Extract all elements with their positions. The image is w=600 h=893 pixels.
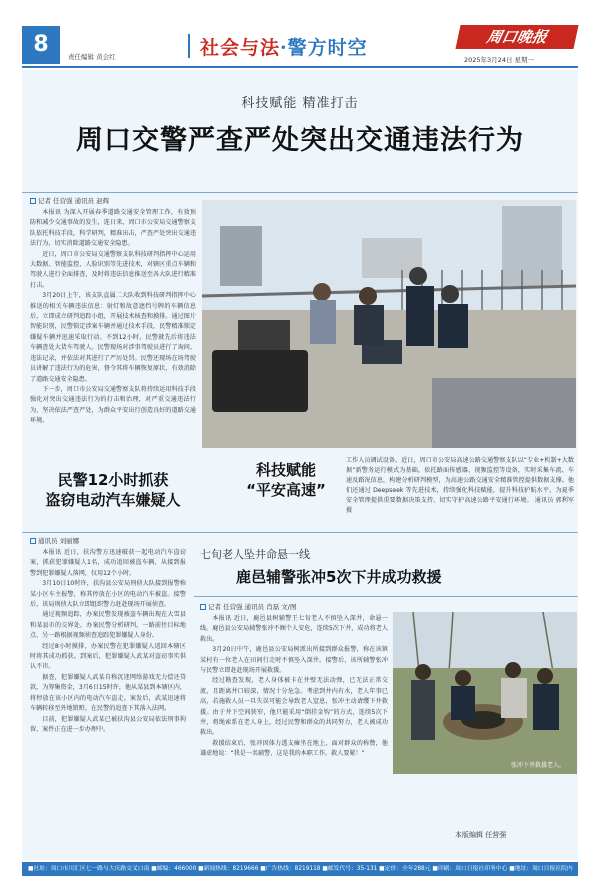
story2-byline <box>30 536 79 545</box>
story3-kicker: 七旬老人坠井命悬一线 <box>200 548 310 561</box>
story2-body <box>30 548 186 856</box>
photo-credit-1: 通讯员 郭利军 摄 <box>346 497 574 514</box>
main-paragraph: 近日，周口市公安局交通警察支队科技研判指挥中心运用大数据、智能监控、人脸识别等先进技术，对辖区重点车辆和驾驶人进行全面排查，及时将违法信息推送至各大队进行精准打击。 <box>30 250 196 289</box>
photo-caption-2: 张冲下井救援老人。 <box>511 762 566 769</box>
byline-box-icon <box>30 538 36 544</box>
story3-body <box>200 614 388 822</box>
main-kicker: 科技赋能 精准打击 <box>241 96 359 111</box>
story2-paragraph: 据查，犯罪嫌疑人武某自称沉迷网络游戏无力偿还贷款，为筹集资金，3月6日15时许，他从某县到本辖区内，将停放在该小区内的电动汽车盗走。案发后，武某迅速将车辆转移至外地销赃，在民警的追查下其落入法网。 <box>30 673 186 713</box>
story2-paragraph: 3月10日10时许，扶沟县公安局刑侦大队接到报警称某小区车主报警，称其停放在小区的电动汽车被盗。接警后，该局刑侦大队立即组织警力赶赴现场开展侦查。 <box>30 580 186 609</box>
main-paragraph: 本报讯 为深入开展春季道路交通安全管理工作，有效预防和减少交通事故的发生，连日来，周口市公安局交通警察支队依托科技手段，科学研判，精准出击，严查严处突出交通违法行为，切实消除道路交通安全隐患。 <box>30 209 196 248</box>
photo-well-rescue-illustration <box>393 612 577 774</box>
photo-police-tech <box>202 200 576 448</box>
main-byline-text: 记者 任营强 通讯员 赵辉 <box>38 197 110 205</box>
story3-paragraph: 救援结束后，张冲因体力透支瘫坐在地上，面对群众的称赞，他谦虚地说：“我是一名辅警，这是我的本职工作，救人要紧！” <box>200 739 388 758</box>
section-title-sep: · <box>280 37 288 59</box>
header-rule <box>22 66 578 68</box>
story3-byline-text: 记者 任营强 通讯员 肖磊 文/图 <box>208 603 297 611</box>
section-title-right: 警方时空 <box>287 37 368 59</box>
section-divider <box>188 34 190 58</box>
story3-byline <box>200 602 296 611</box>
side-headline-line2: “平安高速” <box>246 481 326 499</box>
main-headline: 周口交警严查严处突出交通违法行为 <box>76 125 524 156</box>
photo-caption-1-text: 工作人员调试设备。近日，周口市公安局高速公路交通警察支队以“专业+机制+大数据”新警务运行模式为基础，依托路面传感器、视频监控等设备，实时采集车流、车速及路况信息，构建分析研判模型，为高速公路交通安全精准管控提供数据支撑。他们还通过 Deepseek 等先进技术，持续强化科技赋能，提升科技护航水平，为夏季安全管理提供重要数据决策支持，切实守护高速公路平安通行环境。 <box>346 457 574 504</box>
main-body <box>30 208 196 500</box>
main-paragraph: 3月20日上午，该支队直属二大队收到科技研判指挥中心推送的相关车辆违法信息：射灯和故意遮挡号牌的车辆信息后，立即成立研判追踪小组，开展技术核查和摸排。通过图片智能识别，民警锁定涉案车辆并通过技术手段，民警精准锁定嫌疑车辆并迅速采取行动。不到12小时，民警就先后将违法车辆查处大货车驾驶人。民警现场对涉事驾驶员进行了询问、违法记录，并依法对其进行了严厉处罚。民警还现场在场驾驶员讲解了违法行为的危害，督令其将车辆恢复原状，有效消除了道路交通安全隐患。 <box>30 292 196 383</box>
story3-paragraph: 3月20日中午，鹿邑县公安局树派出所接到群众报警，称在该镇某村有一位老人在田间行走时不慎坠入深井。接警后，该所辅警张冲与民警立即赶赴现场开展救援。 <box>200 646 388 675</box>
story3-rule <box>194 596 578 597</box>
story3-paragraph: 本报讯 近日，鹿邑县树辅警王七旬老人不慎坠入深井，命悬一线。鹿邑县公安局辅警张冲不顾个人安危，连续5次下井，成功将老人救出。 <box>200 615 388 643</box>
page-header <box>0 0 600 68</box>
side-headline-line1: 科技赋能 <box>255 461 316 479</box>
photo-police-tech-illustration <box>202 200 576 448</box>
page-editor-signoff: 本版编辑 任营强 <box>455 831 507 839</box>
story3-headline: 鹿邑辅警张冲5次下井成功救援 <box>236 568 442 586</box>
editor-credit: 责任编辑 黄会红 <box>68 53 116 61</box>
byline-box-icon <box>200 604 206 610</box>
story2-paragraph: 目前，犯罪嫌疑人武某已被扶沟县公安局依法刑事拘留，案件正在进一步办理中。 <box>30 715 186 733</box>
side-headline <box>236 460 336 500</box>
story2-headline <box>30 470 196 510</box>
photo-well-rescue <box>393 612 577 774</box>
story3-paragraph: 经过勘查发现，老人身体被卡在井壁无法动弹，已无法正常交流，且距离井口较深，情况十分危急。考虑到井内有水，老人年事已高，若施救人员一旦失误可能会导致老人窒息，张冲主动请缨下井救援。由于井下空间狭窄，他只能采用“倒挂金钩”的方式，连续5次下井，将绳索系在老人身上，经过民警和群众的共同努力，老人被成功救出。 <box>200 677 388 737</box>
story2-byline-text: 通讯员 刘丽娜 <box>38 537 80 545</box>
section-title <box>200 33 368 60</box>
story2-headline-line1: 民警12小时抓获 <box>57 471 169 489</box>
photo-caption-1 <box>346 456 574 530</box>
main-byline <box>30 196 109 205</box>
story2-paragraph: 经过8小时摸排，办案民警在犯罪嫌疑人返回本辖区时将其成功抓获。到案后，犯罪嫌疑人武某对盗窃事实供认不讳。 <box>30 642 186 671</box>
newspaper-logo: 周口晚报 <box>455 25 578 49</box>
story2-headline-line2: 盗窃电动汽车嫌疑人 <box>45 491 181 509</box>
headline-rule <box>22 192 578 193</box>
page-number: 8 <box>22 26 60 64</box>
page-footer: ■社址：周口市川汇区七一路与大庆路交叉口南 ■邮编：466000 ■新闻热线：8219666 ■广告热线：8219118 ■邮发代号：35-131 ■定价：全年288元 ■印刷：周口日报社印务中心 ■地址：周口日报社院内 <box>22 862 578 876</box>
issue-date: 2025年3月24日 星期一 <box>464 56 535 64</box>
section-title-left: 社会与法 <box>200 37 281 59</box>
story2-paragraph: 通过视频追踪，办案民警发现被盗车辆出现在大雪县和某县市的交界处，办案民警分析研判，一路前往目标地点，另一路根据视频侦查追踪犯罪嫌疑人身份。 <box>30 611 186 640</box>
story2-paragraph: 本报讯 近日，扶沟警方迅速破获一起电动汽车盗窃案，抓获犯罪嫌疑人1名，成功追回被盗车辆，从接到报警到犯罪嫌疑人落网，仅用12个小时。 <box>30 549 186 577</box>
main-paragraph: 下一步，周口市公安局交通警察支队将持续运用科技手段强化对突出交通违法行为的打击和治理，对严重交通违法行为，坚决依法严查严处，为群众平安出行创造良好的道路交通环境。 <box>30 385 196 425</box>
mid-rule <box>22 532 578 533</box>
byline-box-icon <box>30 198 36 204</box>
